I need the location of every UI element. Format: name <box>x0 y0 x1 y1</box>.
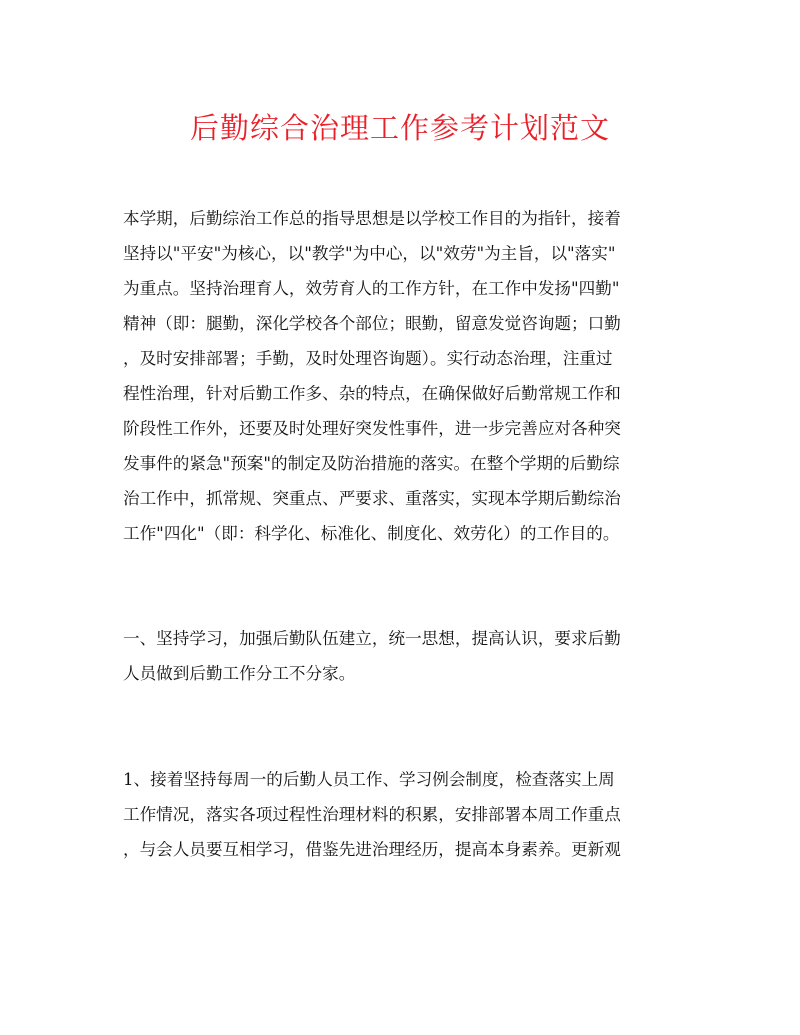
paragraph-line: 工作"四化"（即：科学化、标准化、制度化、效劳化）的工作目的。 <box>123 524 620 543</box>
paragraph-line: 工作情况，落实各项过程性治理材料的积累，安排部署本周工作重点 <box>123 805 621 824</box>
paragraph-line: 本学期，后勤综治工作总的指导思想是以学校工作目的为指针，接着 <box>123 209 621 228</box>
paragraph-line: 坚持以"平安"为核心，以"教学"为中心，以"效劳"为主旨，以"落实" <box>123 244 616 263</box>
paragraph-line: 1、接着坚持每周一的后勤人员工作、学习例会制度，检查落实上周 <box>123 770 615 789</box>
paragraph-line: 一、坚持学习，加强后勤队伍建立，统一思想，提高认识，要求后勤 <box>123 629 621 648</box>
paragraph-line: 程性治理，针对后勤工作多、杂的特点，在确保做好后勤常规工作和 <box>123 384 621 403</box>
paragraph-line: 治工作中，抓常规、突重点、严要求、重落实，实现本学期后勤综治 <box>123 489 621 508</box>
paragraph-line: ，与会人员要互相学习，借鉴先进治理经历，提高本身素养。更新观 <box>123 840 621 859</box>
paragraph-line: 精神（即：腿勤，深化学校各个部位；眼勤，留意发觉咨询题；口勤 <box>123 314 621 333</box>
paragraph-line: 阶段性工作外，还要及时处理好突发性事件，进一步完善应对各种突 <box>123 419 621 438</box>
paragraph-line: 人员做到后勤工作分工不分家。 <box>123 664 356 683</box>
paragraph-line: ，及时安排部署；手勤，及时处理咨询题）。实行动态治理，注重过 <box>123 349 613 368</box>
paragraph-line: 为重点。坚持治理育人，效劳育人的工作方针，在工作中发扬"四勤" <box>123 279 620 298</box>
paragraph-line: 发事件的紧急"预案"的制定及防治措施的落实。在整个学期的后勤综 <box>123 454 620 473</box>
document-title: 后勤综合治理工作参考计划范文 <box>189 111 610 145</box>
